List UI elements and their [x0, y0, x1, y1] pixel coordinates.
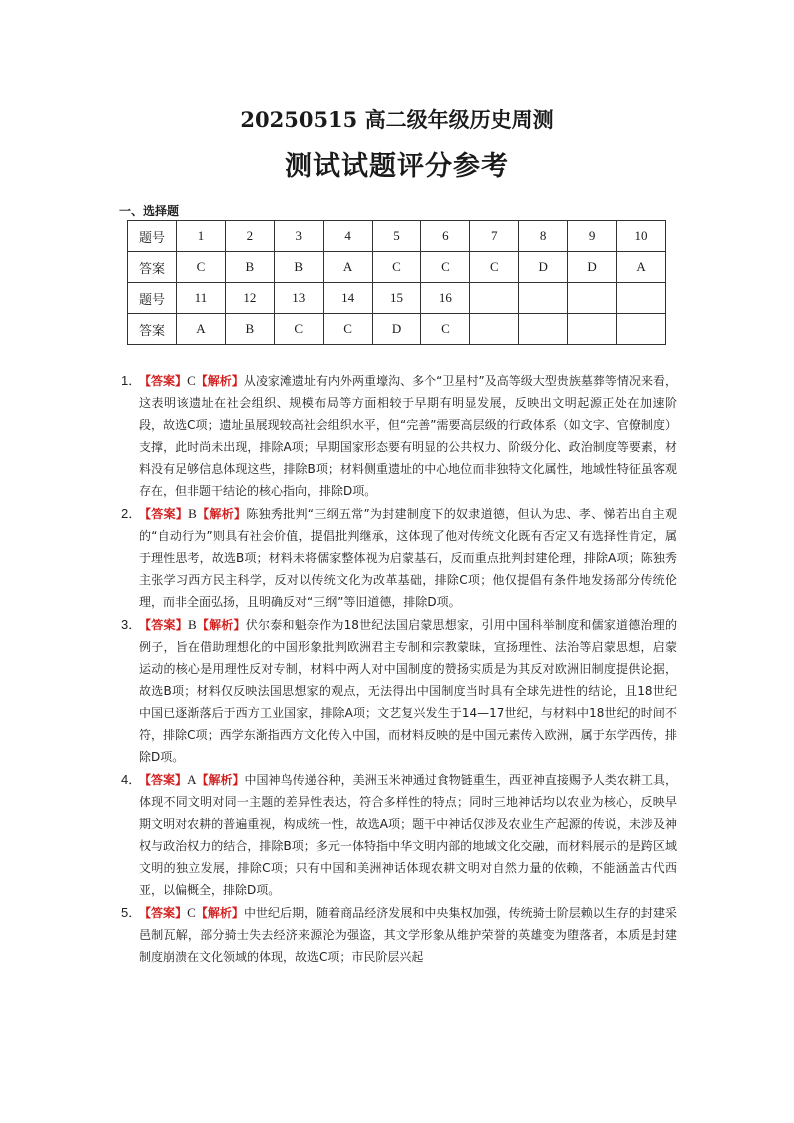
answer-cell: A [177, 314, 226, 345]
answer-cell: B [225, 314, 274, 345]
question-number-cell: 4 [323, 221, 372, 252]
item-answer: B [188, 506, 197, 521]
item-number: 3． [121, 617, 142, 632]
answer-cell: C [421, 252, 470, 283]
question-number-cell: 2 [225, 221, 274, 252]
item-number: 4． [121, 772, 142, 787]
answer-cell [470, 314, 519, 345]
analysis-tag: 【解析】 [195, 906, 244, 920]
question-number-cell [617, 283, 666, 314]
item-answer: C [187, 905, 196, 920]
table-row [128, 252, 666, 283]
item-answer: B [187, 617, 197, 632]
question-number-cell: 15 [372, 283, 421, 314]
explanation-item [121, 902, 677, 968]
row-label-answer: 答案 [128, 314, 177, 345]
answer-cell: A [323, 252, 372, 283]
answer-cell: D [372, 314, 421, 345]
question-number-cell [568, 283, 617, 314]
question-number-cell [519, 283, 568, 314]
question-number-cell: 13 [274, 283, 323, 314]
question-number-cell: 12 [225, 283, 274, 314]
question-number-cell [470, 283, 519, 314]
question-number-cell: 16 [421, 283, 470, 314]
item-analysis-text: 陈独秀批判“三纲五常”为封建制度下的奴隶道德，但认为忠、孝、悌若出自主观的“自动行为”则具有社会价值，提倡批判继承，这体现了他对传统文化既有否定又有选择性肯定，属于理性思考，故选B项；材料未将儒家整体视为启蒙基石，反而重点批判封建伦理，排除A项；陈独秀主张学习西方民主科学，反对以传统文化为改革基础，排除C项；他仅提倡有条件地发扬部分传统伦理，而非全面弘扬，且明确反对“三纲”等旧道德，排除D项。 [139, 507, 677, 609]
item-answer: C [187, 373, 196, 388]
answer-cell [519, 314, 568, 345]
explanation-item [121, 370, 677, 502]
table-row [128, 283, 666, 314]
answer-tag: 【答案】 [139, 507, 189, 521]
row-label-question: 题号 [128, 221, 177, 252]
question-number-cell: 8 [519, 221, 568, 252]
answer-key-table [127, 220, 666, 345]
question-number-cell: 6 [421, 221, 470, 252]
answer-cell: B [274, 252, 323, 283]
table-row [128, 314, 666, 345]
item-analysis-text: 从凌家滩遗址有内外两重壕沟、多个“卫星村”及高等级大型贵族墓葬等情况来看，这表明该遗址在社会组织、规模布局等方面相较于早期有明显发展，反映出文明起源正处在加速阶段，故选C项；遗址虽展现较高社会组织水平，但“完善”需要高层级的行政体系（如文字、官僚制度）支撑，此时尚未出现，排除A项；早期国家形态要有明显的公共权力、阶级分化、政治制度等要素，材料没有足够信息体现这些，排除B项；材料侧重遗址的中心地位而非独特文化属性，地域性特征虽客观存在，但非题干结论的核心指向，排除D项。 [139, 374, 677, 498]
question-number-cell: 11 [177, 283, 226, 314]
table-row [128, 221, 666, 252]
answer-cell: C [274, 314, 323, 345]
analysis-tag: 【解析】 [196, 618, 246, 632]
question-number-cell: 10 [617, 221, 666, 252]
question-number-cell: 5 [372, 221, 421, 252]
answer-cell: C [177, 252, 226, 283]
row-label-answer: 答案 [128, 252, 177, 283]
analysis-tag: 【解析】 [195, 374, 244, 388]
question-number-cell: 3 [274, 221, 323, 252]
exam-subtitle: 测试试题评分参考 [285, 151, 509, 182]
item-number: 2． [121, 506, 142, 521]
question-number-cell: 1 [177, 221, 226, 252]
explanation-item [121, 614, 677, 768]
analysis-tag: 【解析】 [196, 507, 247, 521]
answer-tag: 【答案】 [139, 906, 188, 920]
item-answer: A [187, 772, 197, 787]
answer-cell [568, 314, 617, 345]
question-number-cell: 9 [568, 221, 617, 252]
analysis-tag: 【解析】 [196, 773, 245, 787]
item-number: 1． [121, 373, 142, 388]
question-number-cell: 7 [470, 221, 519, 252]
answer-cell: B [225, 252, 274, 283]
answer-cell: C [323, 314, 372, 345]
explanation-item [121, 769, 677, 901]
answer-cell: C [421, 314, 470, 345]
answer-tag: 【答案】 [139, 773, 188, 787]
exam-title: 20250515 高二级年级历史周测 [240, 107, 554, 132]
section-heading-multiple-choice: 一、选择题 [119, 204, 180, 218]
question-number-cell: 14 [323, 283, 372, 314]
explanation-list [121, 370, 677, 969]
answer-cell: D [568, 252, 617, 283]
answer-cell: C [372, 252, 421, 283]
explanation-item [121, 503, 677, 613]
answer-cell: C [470, 252, 519, 283]
item-analysis-text: 中国神鸟传递谷种，美洲玉米神通过食物链重生，西亚神直接赐予人类农耕工具，体现不同文明对同一主题的差异性表达，符合多样性的特点；同时三地神话均以农业为核心，反映早期文明对农耕的普遍重视，构成统一性，故选A项；题干中神话仅涉及农业生产起源的传说，未涉及神权与政治权力的结合，排除B项；多元一体特指中华文明内部的地域文化交融，而材料展示的是跨区域文明的独立发展，排除C项；只有中国和美洲神话体现农耕文明对自然力量的依赖，不能涵盖古代西亚，以偏概全，排除D项。 [139, 773, 677, 897]
answer-tag: 【答案】 [139, 374, 188, 388]
answer-tag: 【答案】 [139, 618, 188, 632]
item-analysis-text: 伏尔泰和魁奈作为18世纪法国启蒙思想家，引用中国科举制度和儒家道德治理的例子，旨在借助理想化的中国形象批判欧洲君主专制和宗教蒙昧，宣扬理性、法治等启蒙思想，启蒙运动的核心是用理性反对专制，材料中两人对中国制度的赞扬实质是为其反对欧洲旧制度提供论据，故选B项；材料仅反映法国思想家的观点，无法得出中国制度当时具有全球先进性的结论，且18世纪中国已逐渐落后于西方工业国家，排除A项；文艺复兴发生于14—17世纪，与材料中18世纪的时间不符，排除C项；西学东渐指西方文化传入中国，而材料反映的是中国元素传入欧洲，属于东学西传，排除D项。 [139, 618, 677, 764]
item-number: 5． [121, 905, 142, 920]
answer-cell: A [617, 252, 666, 283]
answer-cell: D [519, 252, 568, 283]
answer-cell [617, 314, 666, 345]
item-analysis-text: 中世纪后期，随着商品经济发展和中央集权加强，传统骑士阶层赖以生存的封建采邑制瓦解，部分骑士失去经济来源沦为强盗，其文学形象从维护荣誉的英雄变为堕落者，本质是封建制度崩溃在文化领域的体现，故选C项；市民阶层兴起 [139, 906, 677, 964]
row-label-question: 题号 [128, 283, 177, 314]
